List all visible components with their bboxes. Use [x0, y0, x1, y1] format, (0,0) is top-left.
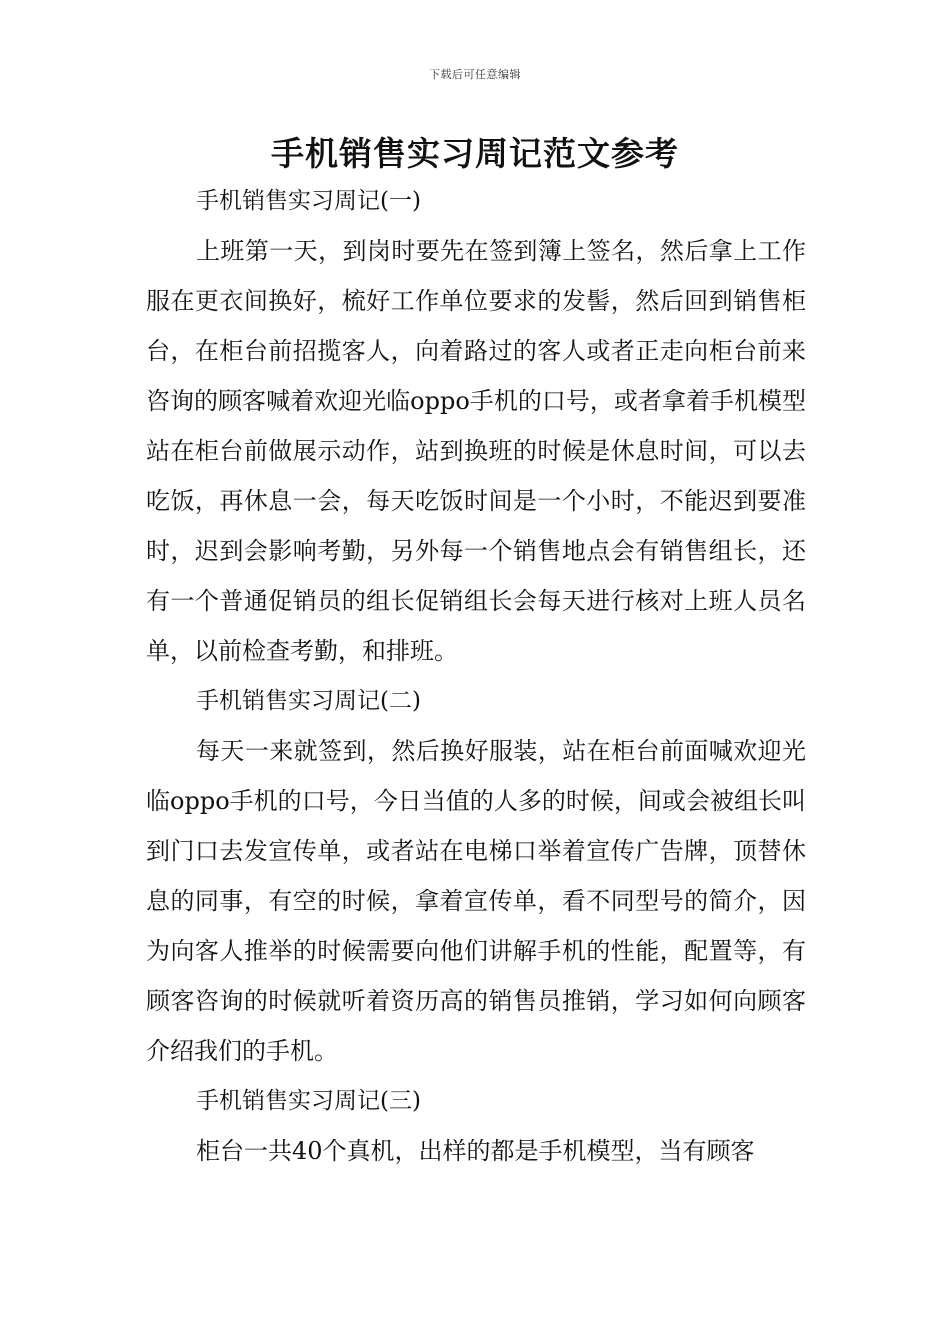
- section-paragraph-2: 每天一来就签到，然后换好服装，站在柜台前面喊欢迎光临oppo手机的口号，今日当值的人多的时候，间或会被组长叫到门口去发宣传单，或者站在电梯口举着宣传广告牌，顶替休息的同事，有空的时候，拿着宣传单，看不同型号的简介，因为向客人推举的时候需要向他们讲解手机的性能，配置等，有顾客咨询的时候就听着资历高的销售员推销，学习如何向顾客介绍我们的手机。: [146, 737, 806, 1065]
- document-title: 手机销售实习周记范文参考: [271, 134, 679, 173]
- document-body: [146, 176, 806, 1176]
- section-heading-2: 手机销售实习周记(二): [196, 688, 421, 714]
- section-heading-1: 手机销售实习周记(一): [196, 188, 421, 214]
- section-heading-3: 手机销售实习周记(三): [196, 1088, 421, 1114]
- section-paragraph-1: 上班第一天，到岗时要先在签到簿上签名，然后拿上工作服在更衣间换好，梳好工作单位要求的发髻，然后回到销售柜台，在柜台前招揽客人，向着路过的客人或者正走向柜台前来咨询的顾客喊着欢迎光临oppo手机的口号，或者拿着手机模型站在柜台前做展示动作，站到换班的时候是休息时间，可以去吃饭，再休息一会，每天吃饭时间是一个小时，不能迟到要准时，迟到会影响考勤，另外每一个销售地点会有销售组长，还有一个普通促销员的组长促销组长会每天进行核对上班人员名单，以前检查考勤，和排班。: [146, 237, 806, 665]
- section-paragraph-3: 柜台一共40个真机，出样的都是手机模型，当有顾客: [196, 1137, 755, 1165]
- header-note: 下载后可任意编辑: [429, 68, 521, 81]
